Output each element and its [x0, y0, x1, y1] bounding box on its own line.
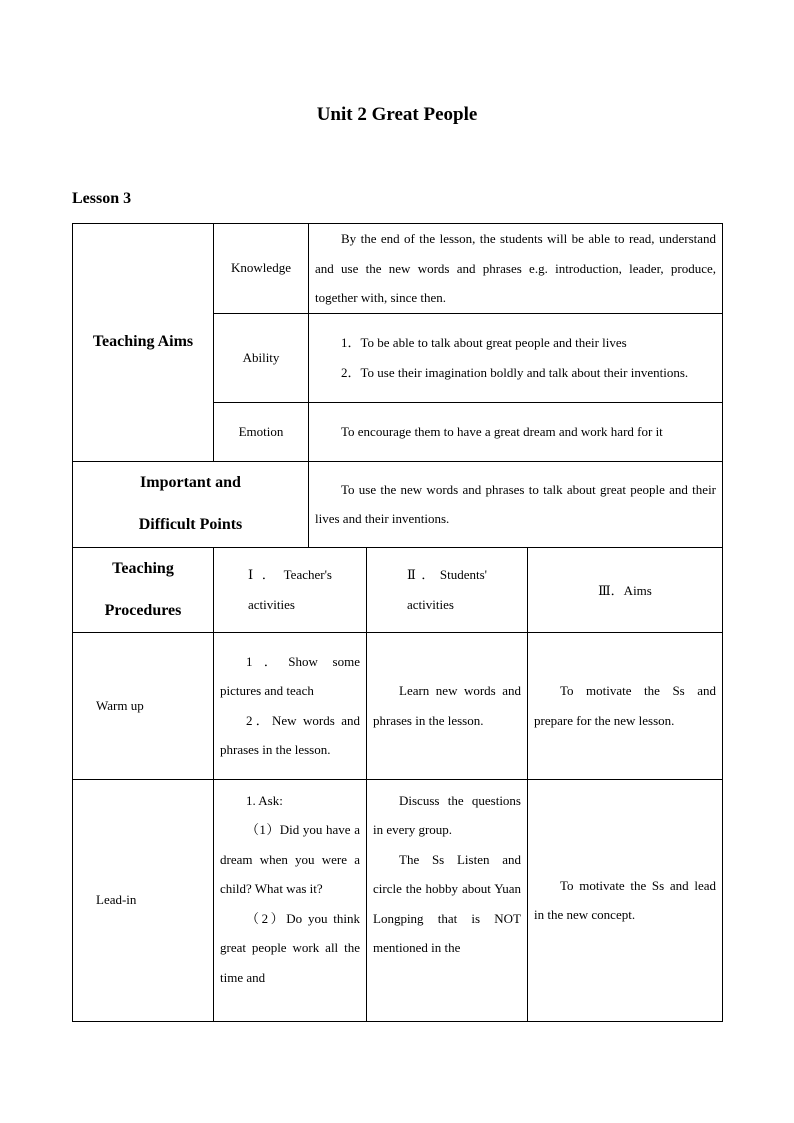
warm-up-row	[73, 632, 723, 779]
emotion-label: Emotion	[214, 402, 309, 461]
students-activities-header	[367, 547, 528, 632]
lead-in-teacher-item-1: 1. Ask:	[246, 792, 283, 808]
lead-in-teacher-cell	[214, 779, 367, 1021]
points-label-line-2: Difficult Points	[138, 516, 243, 533]
warm-up-students-cell	[367, 632, 528, 779]
lead-in-students-item-2: The Ss Listen and circle the hobby about Yuan Longping that is NOT mentioned in the	[373, 851, 521, 955]
points-label	[73, 461, 309, 547]
warm-up-students-text: Learn new words and phrases in the lesson.	[373, 683, 521, 728]
lead-in-aims-text: To motivate the Ss and lead in the new concept.	[534, 877, 717, 922]
lead-in-teacher-item-2: （1）Did you have a dream when you were a child? What was it?	[220, 822, 360, 896]
teaching-aims-label: Teaching Aims	[73, 224, 214, 462]
ability-cell	[309, 313, 723, 402]
knowledge-cell	[309, 224, 723, 314]
points-label-line-1: Important and	[140, 474, 241, 491]
warm-up-teacher-item-2: 2．New words and phrases in the lesson.	[220, 712, 360, 757]
procedures-label-line-2: Procedures	[104, 601, 182, 619]
knowledge-label: Knowledge	[214, 224, 309, 314]
warm-up-stage: Warm up	[73, 632, 214, 779]
points-row	[73, 461, 723, 547]
emotion-cell	[309, 402, 723, 461]
warm-up-aims-text: To motivate the Ss and prepare for the new lesson.	[534, 683, 717, 728]
aims-knowledge-row	[73, 224, 723, 314]
warm-up-teacher-item-1: 1．Show some pictures and teach	[220, 653, 360, 698]
lead-in-stage: Lead-in	[73, 779, 214, 1021]
ability-item-1: 1．To be able to talk about great people and their lives	[341, 335, 627, 350]
aims-header: Ⅲ．Aims	[528, 547, 723, 632]
ability-item-2: 2．To use their imagination boldly and talk about their inventions.	[341, 364, 689, 380]
points-cell	[309, 461, 723, 547]
lead-in-row	[73, 779, 723, 1021]
procedures-header-row	[73, 547, 723, 632]
knowledge-text: By the end of the lesson, the students will be able to read, understand and use the new words and phrases e.g. introduction, leader, produce, together with, since then.	[315, 231, 717, 305]
lead-in-teacher-item-3: （2）Do you think great people work all the time and	[220, 910, 360, 985]
points-text: To use the new words and phrases to talk about great people and their lives and their inventions.	[315, 481, 717, 526]
lesson-plan-table	[72, 223, 723, 1022]
warm-up-aims-cell	[528, 632, 723, 779]
page-title: Unit 2 Great People	[316, 104, 478, 125]
procedures-label	[73, 547, 214, 632]
teacher-activities-header	[214, 547, 367, 632]
lead-in-students-item-1: Discuss the questions in every group.	[373, 792, 521, 837]
procedures-label-line-1: Teaching	[112, 559, 174, 577]
teacher-activities-label: Ⅰ．Teacher's activities	[248, 567, 332, 612]
students-activities-label: Ⅱ．Students' activities	[407, 567, 487, 612]
warm-up-teacher-cell	[214, 632, 367, 779]
ability-label: Ability	[214, 313, 309, 402]
lead-in-students-cell	[367, 779, 528, 1021]
emotion-text: To encourage them to have a great dream and work hard for it	[341, 423, 663, 439]
lesson-heading: Lesson 3	[72, 190, 132, 207]
lead-in-aims-cell	[528, 779, 723, 1021]
